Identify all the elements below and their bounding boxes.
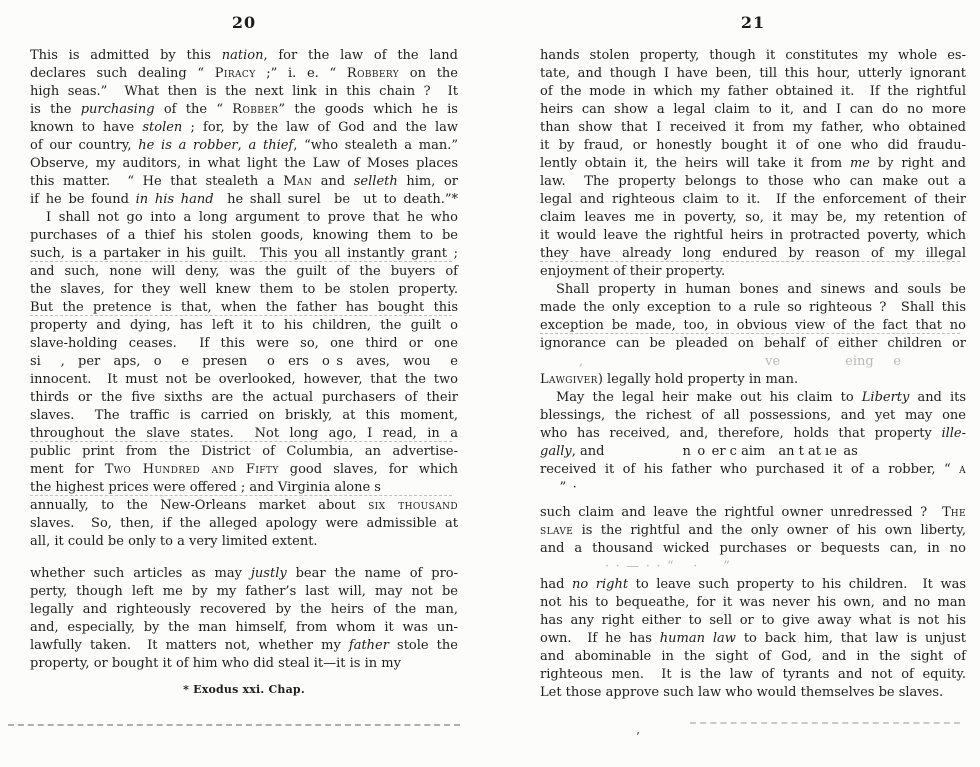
text-line: exception be made, too, in obvious view of the fact that no — [540, 318, 966, 333]
text-line: property and dying, has left it to his children, the guilt o — [30, 318, 458, 333]
page-number: 20 — [231, 13, 257, 32]
text-line: But the pretence is that, when the father has bought this — [30, 300, 458, 315]
text-line: declares such dealing “ Piracy ;” i. e. “ Robbery on the — [30, 66, 458, 81]
text-line: and abominable in the sight of God, and in the sight of — [540, 649, 966, 664]
scan-artifact-dashed-line-right — [690, 722, 960, 724]
text-line: and, especially, by the man himself, from whom it was un- — [30, 620, 458, 635]
text-line: Let those approve such law who would themselves be slaves. — [540, 685, 944, 700]
text-line: law. The property belongs to those who can make out a — [540, 174, 966, 189]
text-line: ” · — [540, 480, 577, 495]
paragraph-gap — [540, 497, 966, 504]
text-line: slaves. The traffic is carried on briskly, at this moment, — [30, 408, 458, 423]
text-line: righteous men. It is the law of tyrants and not of equity. — [540, 667, 966, 682]
text-line: public print from the District of Columbia, an advertise- — [30, 444, 458, 459]
text-line: not his to bequeathe, for it was never his own, and no man — [540, 595, 966, 610]
text-line: May the legal heir make out his claim to Liberty and its — [556, 390, 966, 405]
scan-artifact-dashed-line-left — [8, 724, 460, 726]
text-line: slaves. So, then, if the alleged apology were admissible at — [30, 516, 458, 531]
text-line: such, is a partaker in his guilt. This you all instantly grant ; — [30, 246, 458, 261]
page-body — [30, 47, 458, 673]
text-line: slave is the rightful and the only owner of his own liberty, — [540, 523, 966, 538]
text-line: property, or bought it of him who did steal it—it is in my — [30, 656, 401, 671]
text-line: blessings, the richest of all possessions, and yet may one — [540, 408, 966, 423]
text-line: si , per aps, o e presen o ers o s aves, wou e — [30, 354, 458, 369]
text-line: known to have stolen ; for, by the law of God and the law — [30, 120, 458, 135]
text-line: it would leave the rightful heirs in protracted poverty, which — [540, 228, 966, 243]
text-line: tate, and though I have been, till this hour, utterly ignorant — [540, 66, 966, 81]
text-line: legal and righteous claim to it. If the enforcement of their — [540, 192, 966, 207]
text-line: annually, to the New-Orleans market about six thousand — [30, 498, 458, 513]
text-line: it by fraud, or honestly bought it of one who did fraudu- — [540, 138, 966, 153]
text-line: , ve eing e — [540, 354, 901, 369]
footnote: * Exodus xxi. Chap. — [183, 683, 305, 696]
text-line: own. If he has human law to back him, that law is unjust — [540, 631, 966, 646]
text-line: the highest prices were offered ; and Virginia alone s — [30, 479, 458, 497]
text-line: throughout the slave states. Not long ago, I read, in a — [30, 426, 458, 441]
text-line: thirds or the five sixths are the actual purchasers of their — [30, 390, 458, 405]
text-line: hands stolen property, though it constitutes my whole es- — [540, 48, 966, 63]
text-line: This is admitted by this nation, for the law of the land — [30, 48, 458, 63]
text-line: has any right either to sell or to give away what is not his — [540, 613, 966, 628]
text-line: the slaves, for they well knew them to be stolen property. — [30, 282, 458, 297]
text-line: Lawgiver) legally hold property in man. — [540, 372, 799, 387]
text-line: I shall not go into a long argument to prove that he who — [46, 210, 458, 225]
text-line: of our country, he is a robber, a thief, “who stealeth a man.” — [30, 138, 458, 153]
text-line: purchases of a thief his stolen goods, knowing them to be — [30, 228, 458, 243]
text-line: lawfully taken. It matters not, whether my father stole the — [30, 638, 458, 653]
text-line: Observe, my auditors, in what light the Law of Moses places — [30, 156, 458, 171]
text-line: than show that I received it from my father, who obtained — [540, 120, 966, 135]
text-line: of the mode in which my father obtained it. If the rightful — [540, 84, 966, 99]
page-body — [540, 47, 966, 702]
text-line: perty, though left me by my father’s last will, may not be — [30, 584, 458, 599]
text-line: · · — · · “ · ” — [540, 559, 730, 574]
text-line: ment for Two Hundred and Fifty good slaves, for which — [30, 462, 458, 477]
text-line: and such, none will deny, was the guilt of the buyers of — [30, 264, 458, 279]
text-line: and a thousand wicked purchases or bequests can, in no — [540, 541, 966, 556]
text-line: Shall property in human bones and sinews and souls be — [556, 282, 966, 297]
page-number: 21 — [740, 13, 766, 32]
scan-artifact-speck: ’ — [636, 730, 640, 744]
text-line: legally and righteously recovered by the heirs of the man, — [30, 602, 458, 617]
text-line: received it of his father who purchased it of a robber, “ a — [540, 462, 966, 477]
text-line: heirs can show a legal claim to it, and I can do no more — [540, 102, 966, 117]
text-line: gally, and n o er c aim an t at ıe as — [540, 444, 858, 459]
text-line: all, it could be only to a very limited extent. — [30, 534, 318, 549]
text-line: lently obtain it, the heirs will take it from me by right and — [540, 156, 966, 171]
text-line: claim leaves me in poverty, so, it may be, my retention of — [540, 210, 966, 225]
text-line: enjoyment of their property. — [540, 264, 726, 279]
text-line: they have already long endured by reason of my illegal — [540, 246, 966, 261]
text-line: made the only exception to a rule so righteous ? Shall this — [540, 300, 966, 315]
text-line: is the purchasing of the “ Robber” the goods which he is — [30, 102, 458, 117]
text-line: who has received, and, therefore, holds that property ille- — [540, 426, 966, 441]
page-21 — [490, 0, 980, 767]
paragraph-gap — [30, 551, 458, 565]
text-line: had no right to leave such property to his children. It was — [540, 577, 966, 592]
text-line: if he be found in his hand he shall surel be ut to death.”* — [30, 192, 458, 207]
text-line: such claim and leave the rightful owner unredressed ? The — [540, 505, 966, 520]
text-line: slave-holding ceases. If this were so, one third or one — [30, 336, 458, 351]
text-line: this matter. “ He that stealeth a Man and selleth him, or — [30, 174, 458, 189]
text-line: high seas.” What then is the next link in this chain ? It — [30, 84, 458, 99]
text-line: whether such articles as may justly bear the name of pro- — [30, 566, 458, 581]
text-line: ignorance can be pleaded on behalf of either children or — [540, 336, 966, 351]
text-line: innocent. It must not be overlooked, however, that the two — [30, 372, 458, 387]
